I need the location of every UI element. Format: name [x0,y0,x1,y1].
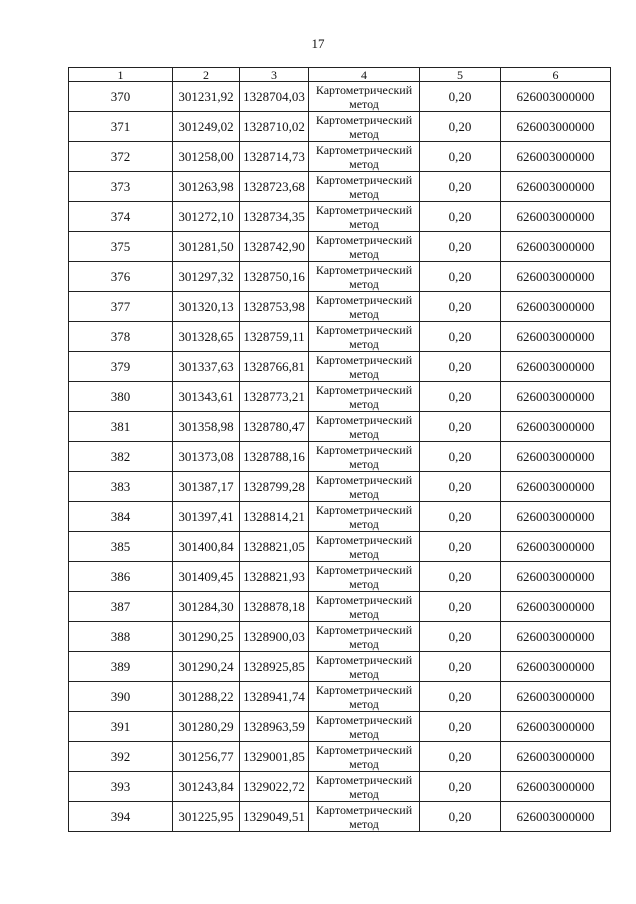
cadastral-code-cell: 626003000000 [501,82,611,112]
y-coordinate-cell: 1329001,85 [240,742,309,772]
point-number-cell: 379 [69,352,173,382]
y-coordinate-cell: 1328814,21 [240,502,309,532]
column-header: 1 [69,68,173,82]
x-coordinate-cell: 301397,41 [173,502,240,532]
accuracy-cell: 0,20 [420,652,501,682]
table-row [69,442,611,472]
accuracy-cell: 0,20 [420,622,501,652]
method-cell: Картометрический метод [309,592,420,622]
accuracy-cell: 0,20 [420,802,501,832]
x-coordinate-cell: 301263,98 [173,172,240,202]
y-coordinate-cell: 1328734,35 [240,202,309,232]
method-cell: Картометрический метод [309,562,420,592]
point-number-cell: 375 [69,232,173,262]
x-coordinate-cell: 301256,77 [173,742,240,772]
x-coordinate-cell: 301225,95 [173,802,240,832]
method-cell: Картометрический метод [309,262,420,292]
point-number-cell: 393 [69,772,173,802]
cadastral-code-cell: 626003000000 [501,532,611,562]
method-cell: Картометрический метод [309,682,420,712]
table-row [69,772,611,802]
cadastral-code-cell: 626003000000 [501,352,611,382]
y-coordinate-cell: 1328766,81 [240,352,309,382]
method-cell: Картометрический метод [309,232,420,262]
method-cell: Картометрический метод [309,502,420,532]
y-coordinate-cell: 1328900,03 [240,622,309,652]
column-header: 3 [240,68,309,82]
y-coordinate-cell: 1329022,72 [240,772,309,802]
y-coordinate-cell: 1328799,28 [240,472,309,502]
point-number-cell: 372 [69,142,173,172]
cadastral-code-cell: 626003000000 [501,412,611,442]
accuracy-cell: 0,20 [420,232,501,262]
point-number-cell: 384 [69,502,173,532]
x-coordinate-cell: 301290,25 [173,622,240,652]
point-number-cell: 387 [69,592,173,622]
table-row [69,682,611,712]
table-row [69,262,611,292]
method-cell: Картометрический метод [309,802,420,832]
x-coordinate-cell: 301249,02 [173,112,240,142]
point-number-cell: 374 [69,202,173,232]
accuracy-cell: 0,20 [420,292,501,322]
cadastral-code-cell: 626003000000 [501,262,611,292]
cadastral-code-cell: 626003000000 [501,742,611,772]
table-row [69,802,611,832]
y-coordinate-cell: 1328710,02 [240,112,309,142]
point-number-cell: 385 [69,532,173,562]
cadastral-code-cell: 626003000000 [501,592,611,622]
x-coordinate-cell: 301400,84 [173,532,240,562]
x-coordinate-cell: 301288,22 [173,682,240,712]
table-row [69,292,611,322]
x-coordinate-cell: 301290,24 [173,652,240,682]
accuracy-cell: 0,20 [420,772,501,802]
point-number-cell: 377 [69,292,173,322]
method-cell: Картометрический метод [309,712,420,742]
method-cell: Картометрический метод [309,352,420,382]
accuracy-cell: 0,20 [420,412,501,442]
cadastral-code-cell: 626003000000 [501,202,611,232]
accuracy-cell: 0,20 [420,352,501,382]
point-number-cell: 380 [69,382,173,412]
point-number-cell: 386 [69,562,173,592]
x-coordinate-cell: 301320,13 [173,292,240,322]
point-number-cell: 378 [69,322,173,352]
accuracy-cell: 0,20 [420,172,501,202]
cadastral-code-cell: 626003000000 [501,382,611,412]
column-header: 4 [309,68,420,82]
cadastral-code-cell: 626003000000 [501,652,611,682]
cadastral-code-cell: 626003000000 [501,712,611,742]
cadastral-code-cell: 626003000000 [501,322,611,352]
x-coordinate-cell: 301281,50 [173,232,240,262]
cadastral-code-cell: 626003000000 [501,622,611,652]
point-number-cell: 391 [69,712,173,742]
method-cell: Картометрический метод [309,412,420,442]
table-row [69,412,611,442]
x-coordinate-cell: 301373,08 [173,442,240,472]
table-row [69,472,611,502]
method-cell: Картометрический метод [309,202,420,232]
table-row [69,532,611,562]
accuracy-cell: 0,20 [420,472,501,502]
point-number-cell: 394 [69,802,173,832]
point-number-cell: 390 [69,682,173,712]
method-cell: Картометрический метод [309,382,420,412]
x-coordinate-cell: 301231,92 [173,82,240,112]
accuracy-cell: 0,20 [420,742,501,772]
table-row [69,502,611,532]
accuracy-cell: 0,20 [420,82,501,112]
table-row [69,322,611,352]
table-body [69,82,611,832]
table-row [69,592,611,622]
accuracy-cell: 0,20 [420,262,501,292]
x-coordinate-cell: 301243,84 [173,772,240,802]
method-cell: Картометрический метод [309,82,420,112]
cadastral-code-cell: 626003000000 [501,772,611,802]
cadastral-code-cell: 626003000000 [501,172,611,202]
method-cell: Картометрический метод [309,142,420,172]
table-row [69,172,611,202]
cadastral-code-cell: 626003000000 [501,562,611,592]
y-coordinate-cell: 1328963,59 [240,712,309,742]
accuracy-cell: 0,20 [420,442,501,472]
method-cell: Картометрический метод [309,292,420,322]
y-coordinate-cell: 1328925,85 [240,652,309,682]
x-coordinate-cell: 301280,29 [173,712,240,742]
accuracy-cell: 0,20 [420,502,501,532]
method-cell: Картометрический метод [309,532,420,562]
cadastral-code-cell: 626003000000 [501,802,611,832]
y-coordinate-cell: 1328750,16 [240,262,309,292]
point-number-cell: 376 [69,262,173,292]
accuracy-cell: 0,20 [420,712,501,742]
accuracy-cell: 0,20 [420,592,501,622]
y-coordinate-cell: 1329049,51 [240,802,309,832]
method-cell: Картометрический метод [309,622,420,652]
y-coordinate-cell: 1328780,47 [240,412,309,442]
x-coordinate-cell: 301343,61 [173,382,240,412]
table-row [69,562,611,592]
method-cell: Картометрический метод [309,112,420,142]
cadastral-code-cell: 626003000000 [501,442,611,472]
y-coordinate-cell: 1328742,90 [240,232,309,262]
table-row [69,232,611,262]
accuracy-cell: 0,20 [420,382,501,412]
table-row [69,382,611,412]
page-number: 17 [311,36,325,51]
cadastral-code-cell: 626003000000 [501,682,611,712]
y-coordinate-cell: 1328773,21 [240,382,309,412]
method-cell: Картометрический метод [309,472,420,502]
y-coordinate-cell: 1328878,18 [240,592,309,622]
x-coordinate-cell: 301358,98 [173,412,240,442]
column-header: 6 [501,68,611,82]
x-coordinate-cell: 301272,10 [173,202,240,232]
x-coordinate-cell: 301409,45 [173,562,240,592]
method-cell: Картометрический метод [309,442,420,472]
y-coordinate-cell: 1328723,68 [240,172,309,202]
cadastral-code-cell: 626003000000 [501,142,611,172]
table-row [69,82,611,112]
y-coordinate-cell: 1328788,16 [240,442,309,472]
point-number-cell: 388 [69,622,173,652]
x-coordinate-cell: 301337,63 [173,352,240,382]
accuracy-cell: 0,20 [420,142,501,172]
cadastral-code-cell: 626003000000 [501,232,611,262]
accuracy-cell: 0,20 [420,202,501,232]
x-coordinate-cell: 301284,30 [173,592,240,622]
accuracy-cell: 0,20 [420,112,501,142]
y-coordinate-cell: 1328714,73 [240,142,309,172]
x-coordinate-cell: 301328,65 [173,322,240,352]
method-cell: Картометрический метод [309,652,420,682]
point-number-cell: 370 [69,82,173,112]
table-row [69,112,611,142]
point-number-cell: 389 [69,652,173,682]
table-row [69,142,611,172]
accuracy-cell: 0,20 [420,682,501,712]
table-row [69,352,611,382]
y-coordinate-cell: 1328821,05 [240,532,309,562]
method-cell: Картометрический метод [309,772,420,802]
point-number-cell: 373 [69,172,173,202]
table-row [69,652,611,682]
x-coordinate-cell: 301387,17 [173,472,240,502]
point-number-cell: 383 [69,472,173,502]
point-number-cell: 382 [69,442,173,472]
cadastral-code-cell: 626003000000 [501,472,611,502]
cadastral-code-cell: 626003000000 [501,502,611,532]
y-coordinate-cell: 1328941,74 [240,682,309,712]
method-cell: Картометрический метод [309,172,420,202]
cadastral-code-cell: 626003000000 [501,112,611,142]
coordinates-table [68,67,611,832]
y-coordinate-cell: 1328753,98 [240,292,309,322]
table-row [69,712,611,742]
y-coordinate-cell: 1328821,93 [240,562,309,592]
table-row [69,742,611,772]
point-number-cell: 381 [69,412,173,442]
table-row [69,202,611,232]
y-coordinate-cell: 1328759,11 [240,322,309,352]
method-cell: Картометрический метод [309,322,420,352]
accuracy-cell: 0,20 [420,322,501,352]
point-number-cell: 371 [69,112,173,142]
method-cell: Картометрический метод [309,742,420,772]
column-header: 2 [173,68,240,82]
cadastral-code-cell: 626003000000 [501,292,611,322]
column-header: 5 [420,68,501,82]
x-coordinate-cell: 301297,32 [173,262,240,292]
accuracy-cell: 0,20 [420,562,501,592]
accuracy-cell: 0,20 [420,532,501,562]
table-row [69,622,611,652]
x-coordinate-cell: 301258,00 [173,142,240,172]
point-number-cell: 392 [69,742,173,772]
y-coordinate-cell: 1328704,03 [240,82,309,112]
table-header-row [69,68,611,82]
